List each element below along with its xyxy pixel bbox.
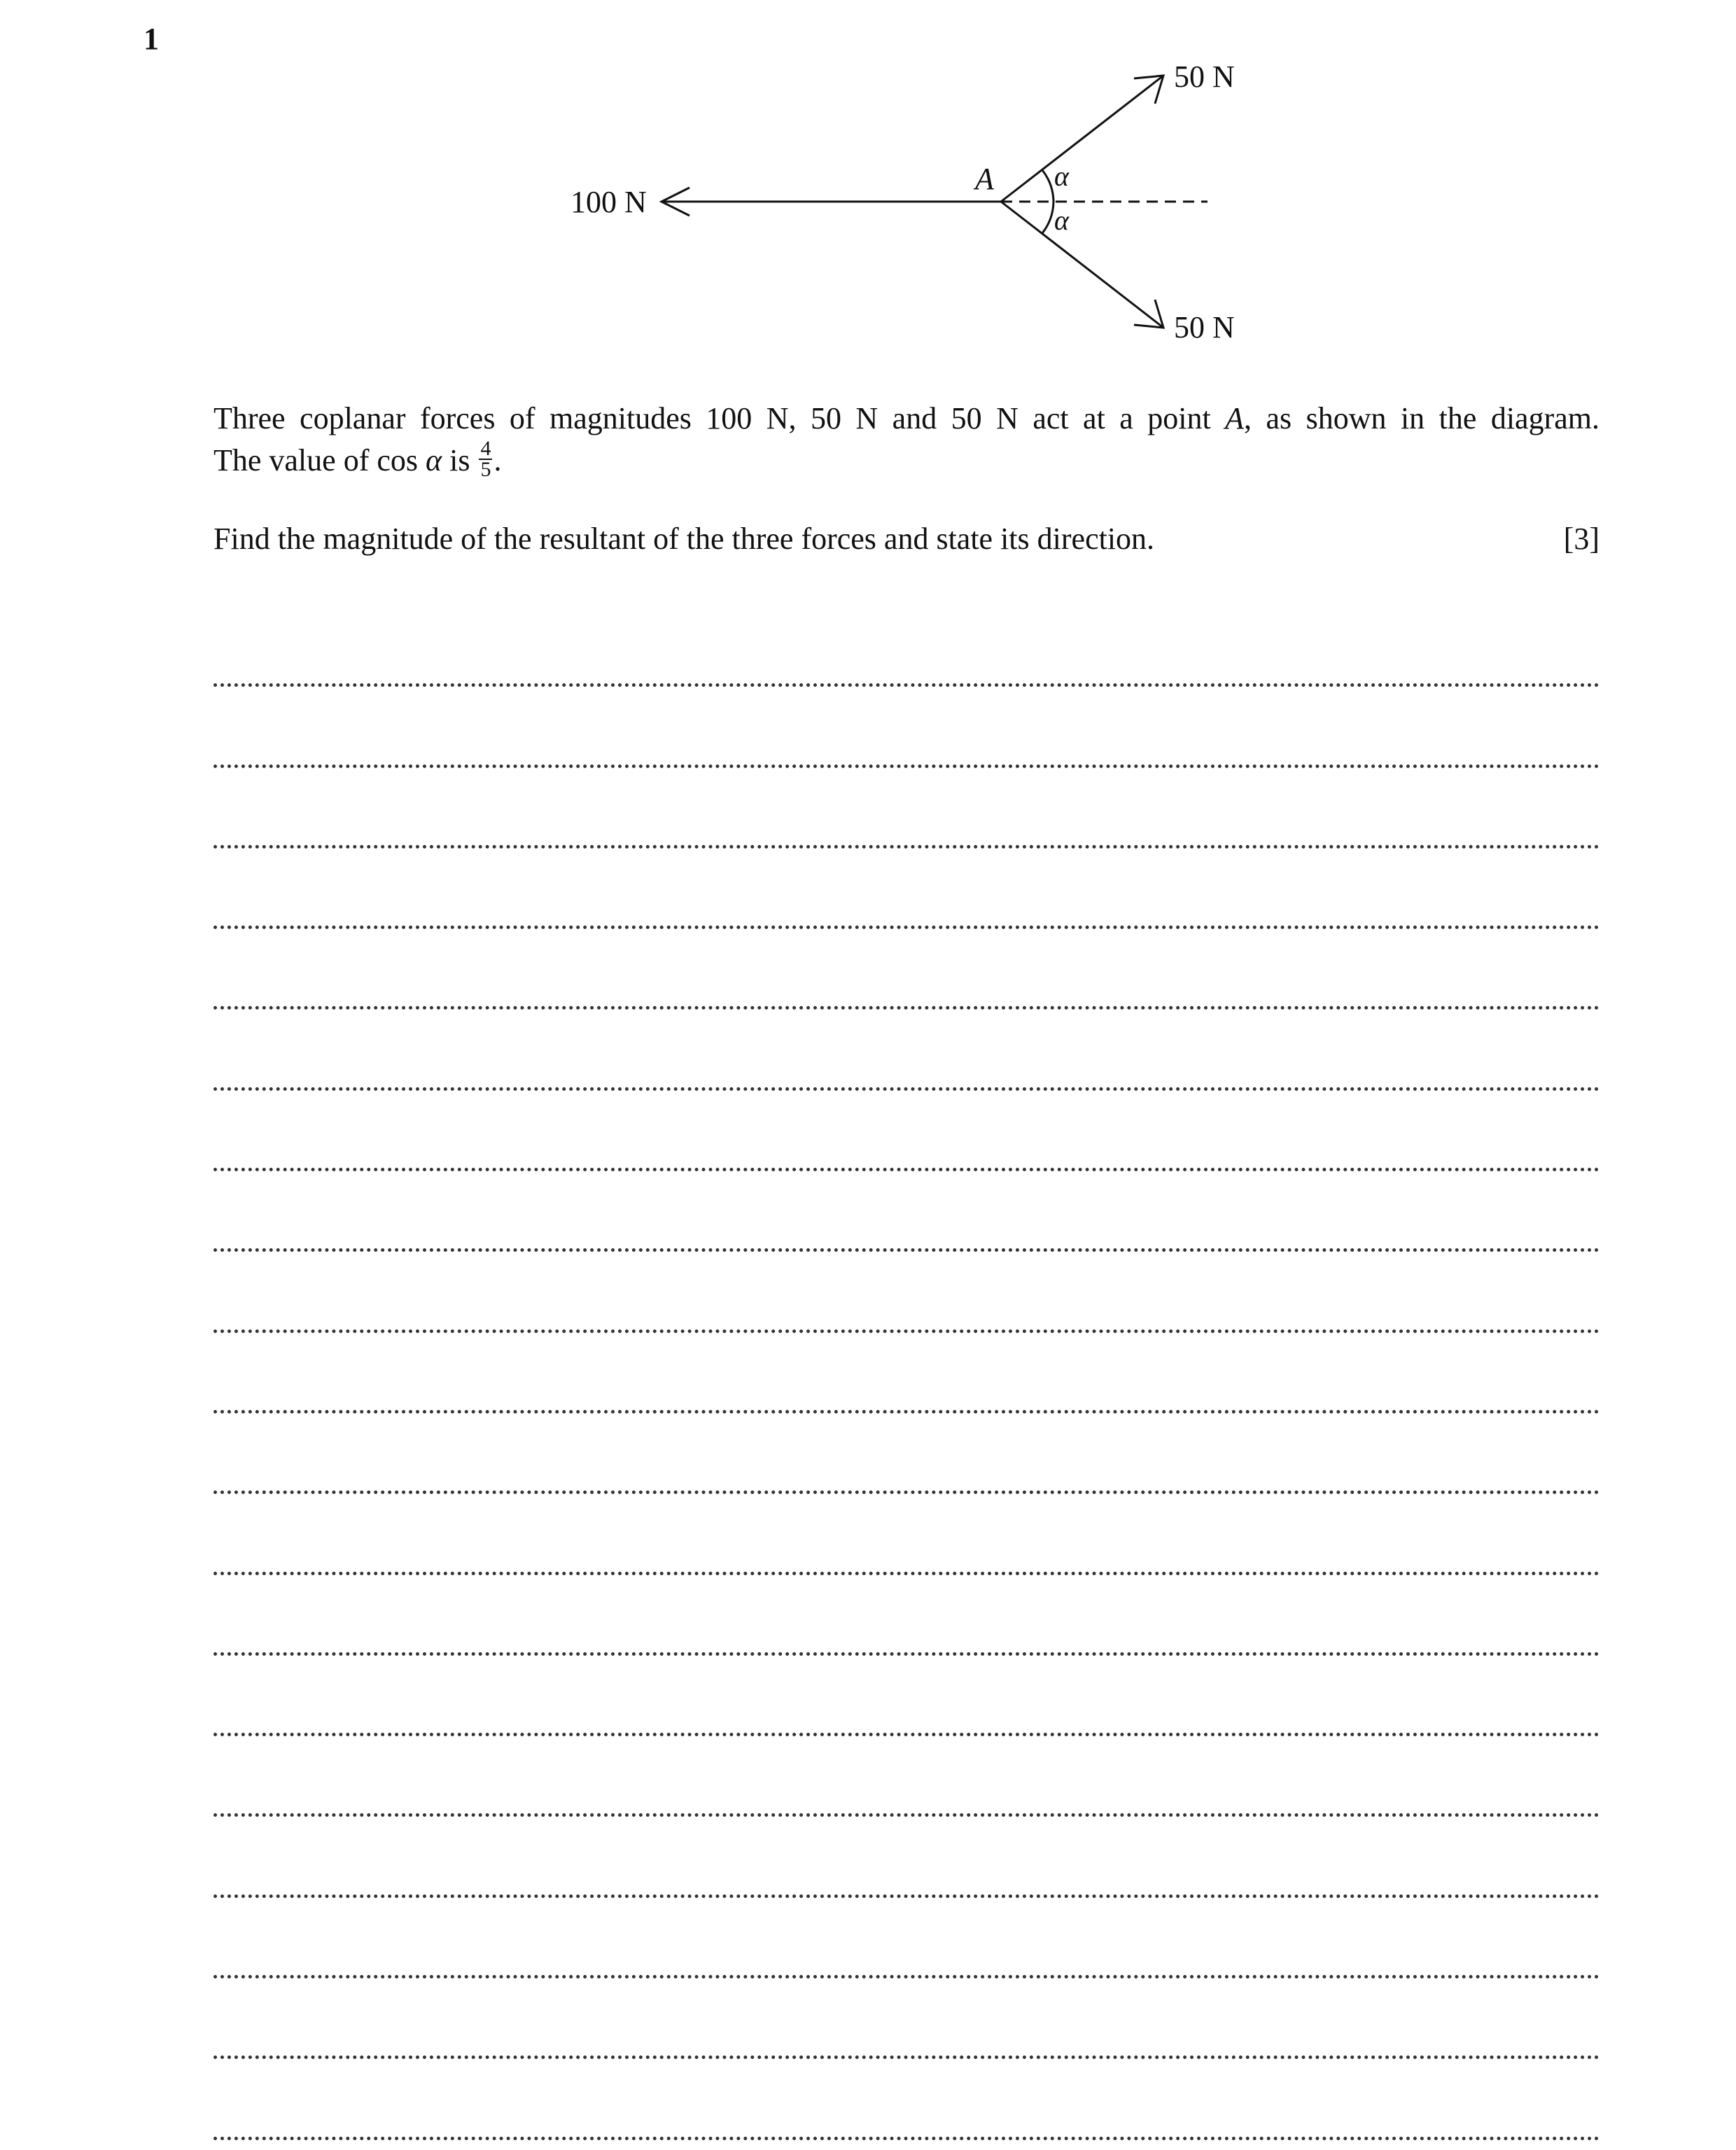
angle-arc-lower bbox=[1042, 202, 1054, 233]
marks-allocation: [3] bbox=[1563, 522, 1600, 556]
angle-upper-label: α bbox=[1054, 160, 1069, 192]
answer-line[interactable] bbox=[214, 1101, 1600, 1181]
answer-line[interactable] bbox=[214, 1343, 1600, 1423]
answer-line[interactable] bbox=[214, 1019, 1600, 1100]
alpha-symbol: α bbox=[426, 443, 442, 477]
answer-line[interactable] bbox=[214, 1262, 1600, 1342]
answer-line[interactable] bbox=[214, 2069, 1600, 2149]
angle-arc-upper bbox=[1042, 170, 1054, 202]
fraction-denominator: 5 bbox=[480, 457, 491, 481]
answer-line[interactable] bbox=[214, 1827, 1600, 1907]
point-a-label: A bbox=[975, 162, 994, 196]
answer-line[interactable] bbox=[214, 1181, 1600, 1262]
answer-line[interactable] bbox=[214, 1988, 1600, 2069]
answer-line[interactable] bbox=[214, 616, 1600, 697]
angle-lower-label: α bbox=[1054, 204, 1069, 236]
cos-alpha-fraction bbox=[479, 436, 492, 481]
answer-line[interactable] bbox=[214, 1423, 1600, 1504]
point-a-symbol: A bbox=[1225, 401, 1245, 435]
question-instruction: Find the magnitude of the resultant of the three forces and state its direction. bbox=[214, 522, 1155, 556]
force-lower-50n-line bbox=[1001, 202, 1163, 328]
answer-line[interactable] bbox=[214, 1585, 1600, 1666]
answer-line[interactable] bbox=[214, 1666, 1600, 1746]
answer-line[interactable] bbox=[214, 939, 1600, 1019]
question-number: 1 bbox=[144, 22, 159, 56]
question-text-line-1: Three coplanar forces of magnitudes 100 N, 50 N and 50 N act at a point A, as shown in the diagram. bbox=[214, 401, 1600, 435]
force-upper-50n-line bbox=[1001, 76, 1163, 202]
answer-line[interactable] bbox=[214, 778, 1600, 858]
fraction-numerator: 4 bbox=[480, 436, 491, 460]
answer-line[interactable] bbox=[214, 858, 1600, 939]
answer-line[interactable] bbox=[214, 1746, 1600, 1827]
answer-line[interactable] bbox=[214, 697, 1600, 777]
answer-line[interactable] bbox=[214, 1504, 1600, 1584]
answer-area[interactable] bbox=[214, 616, 1600, 2150]
force-upper-label: 50 N bbox=[1174, 60, 1235, 94]
force-diagram bbox=[0, 0, 1736, 392]
question-text-line-2: The value of cos α is $\frac{4}{5}$ . bbox=[214, 436, 502, 481]
question-text bbox=[214, 398, 1600, 484]
force-lower-label: 50 N bbox=[1174, 310, 1235, 344]
answer-line[interactable] bbox=[214, 1908, 1600, 1988]
force-left-label: 100 N bbox=[570, 185, 647, 219]
